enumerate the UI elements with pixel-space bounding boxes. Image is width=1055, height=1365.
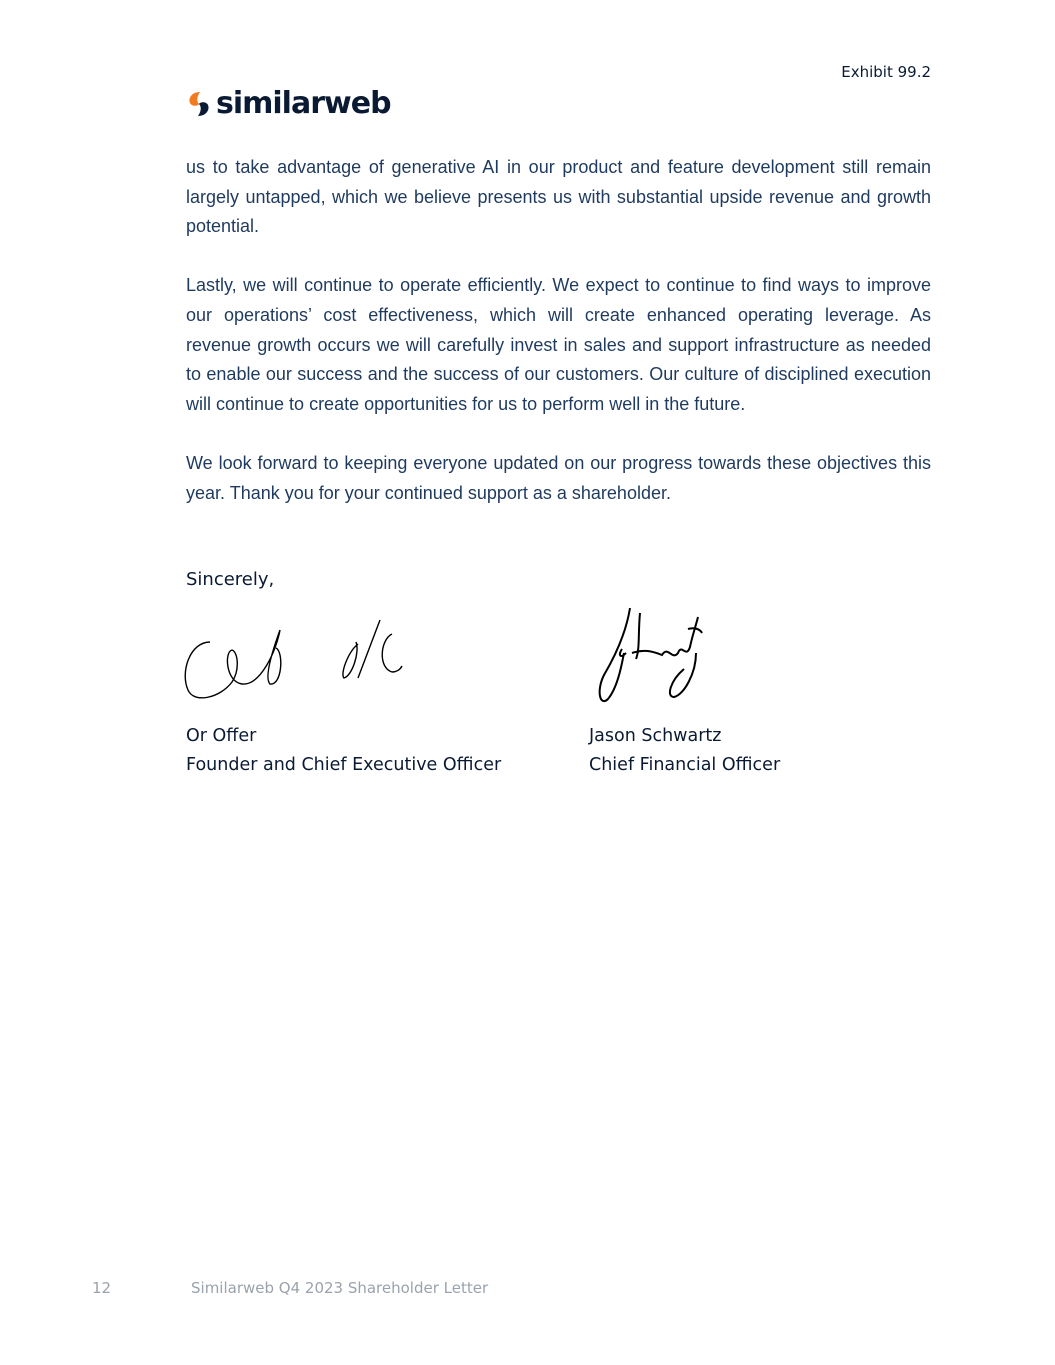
signer-title: Chief Financial Officer xyxy=(589,755,781,775)
paragraph: We look forward to keeping everyone updated on our progress towards these objectives this year. Thank you for your continued support as a shareholder. xyxy=(186,452,931,503)
cfo-signature xyxy=(592,603,710,709)
exhibit-label: Exhibit 99.2 xyxy=(841,63,931,81)
similarweb-logo-icon xyxy=(186,90,212,118)
footer-document-title: Similarweb Q4 2023 Shareholder Letter xyxy=(191,1279,489,1297)
signer-cfo xyxy=(589,722,780,780)
signer-name: Jason Schwartz xyxy=(589,726,722,746)
signer-title: Founder and Chief Executive Officer xyxy=(186,755,502,775)
signer-name: Or Offer xyxy=(186,726,257,746)
paragraph: us to take advantage of generative AI in our product and feature development still remain largely untapped, which we believe presents us with substantial upside revenue and growth potential. xyxy=(186,157,931,237)
page-number: 12 xyxy=(92,1279,112,1297)
ceo-signature xyxy=(180,612,405,707)
company-logo xyxy=(186,86,391,122)
signer-ceo xyxy=(186,722,501,780)
logo-wordmark: similarweb xyxy=(216,86,391,121)
closing: Sincerely, xyxy=(186,569,275,590)
paragraph: Lastly, we will continue to operate efficiently. We expect to continue to find ways to improve our operations’ cost effectiveness, which will create enhanced operating leverage. As revenue growth occurs we will carefully invest in sales and support infrastructure as needed to enable our success and the success of our customers. Our culture of disciplined execution will continue to create opportunities for us to perform well in the future. xyxy=(186,275,931,414)
letter-body xyxy=(186,153,931,538)
